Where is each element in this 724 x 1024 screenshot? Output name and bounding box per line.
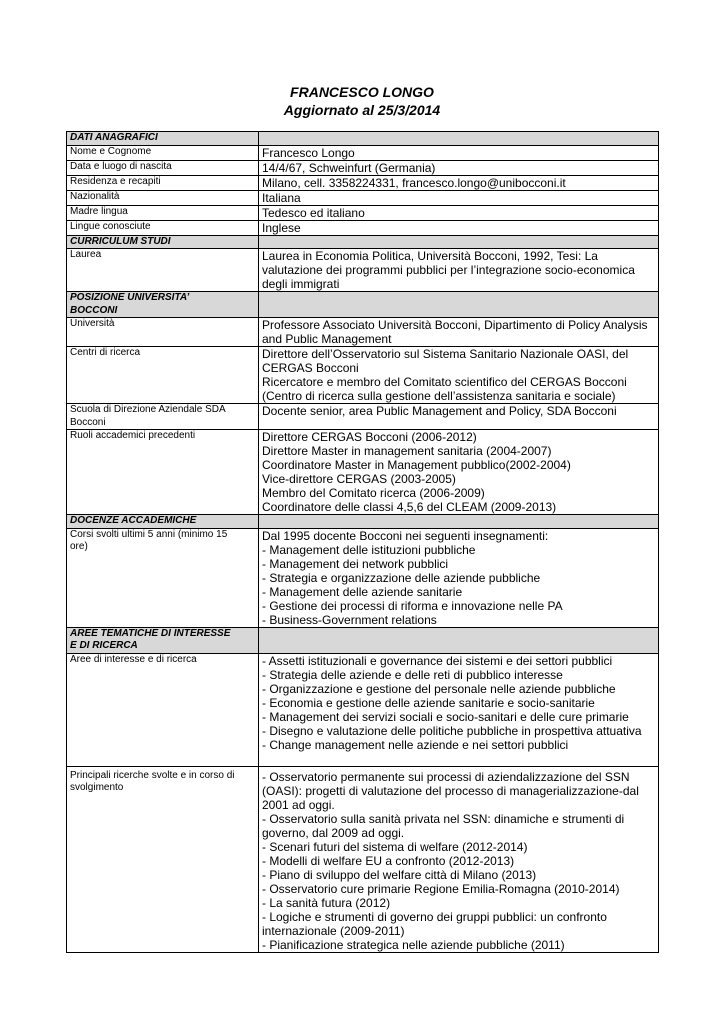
section-title <box>67 627 259 653</box>
table-row <box>67 653 659 766</box>
section-docenze-accademiche <box>67 515 659 529</box>
text-line: - Business-Government relations <box>262 612 437 627</box>
row-value <box>259 653 659 766</box>
row-label: Nome e Cognome <box>67 145 259 160</box>
row-value <box>259 766 659 952</box>
table-row <box>67 190 659 205</box>
text-line: - Pianificazione strategica nelle aziende pubbliche (2011) <box>262 937 565 952</box>
row-value <box>259 347 659 404</box>
text-line: - Management delle istituzioni pubbliche <box>262 542 476 557</box>
text-line: Ricercatore e membro del Comitato scientifico del CERGAS Bocconi <box>262 375 627 389</box>
text-line: - Economia e gestione delle aziende sanitarie e socio-sanitarie <box>262 695 595 710</box>
text-line: - Modelli di welfare EU a confronto (2012-2013) <box>262 853 515 868</box>
text-line: Dal 1995 docente Bocconi nei seguenti insegnamenti: <box>262 528 549 543</box>
section-curriculum-studi <box>67 235 659 249</box>
row-value: Italiana <box>259 190 659 205</box>
text-line: BOCCONI <box>70 304 118 316</box>
text-line: Vice-direttore CERGAS (2003-2005) <box>262 472 456 486</box>
row-value <box>259 404 659 430</box>
text-line: - Strategia e organizzazione delle aziende pubbliche <box>262 570 541 585</box>
text-line: Direttore Master in management sanitaria (2004-2007) <box>262 444 552 458</box>
table-row <box>67 175 659 190</box>
table-row <box>67 205 659 220</box>
text-line: Membro del Comitato ricerca (2006-2009) <box>262 486 485 500</box>
text-line: - Management delle aziende sanitarie <box>262 584 463 599</box>
table-row <box>67 347 659 404</box>
text-line: - Logiche e strumenti di governo dei gruppi pubblici: un confronto <box>262 909 607 924</box>
row-label <box>67 404 259 430</box>
text-line: and Public Management <box>262 332 392 346</box>
row-value <box>259 528 659 627</box>
text-line: - Management dei network pubblici <box>262 556 449 571</box>
text-line: valutazione dei programmi pubblici per l’integrazione socio-economica <box>262 263 635 277</box>
row-label: Centri di ricerca <box>67 347 259 404</box>
row-label: Madre lingua <box>67 205 259 220</box>
row-label: Aree di interesse e di ricerca <box>67 653 259 766</box>
row-label: Residenza e recapiti <box>67 175 259 190</box>
text-line: - Scenari futuri del sistema di welfare (2012-2014) <box>262 839 528 854</box>
row-value: Tedesco ed italiano <box>259 205 659 220</box>
text-line: Direttore CERGAS Bocconi (2006-2012) <box>262 430 477 444</box>
text-line: E DI RICERCA <box>70 640 138 651</box>
text-line: internazionale (2009-2011) <box>262 923 405 938</box>
text-line: Professore Associato Università Bocconi, Dipartimento di Policy Analysis <box>262 318 648 332</box>
row-label: Lingue conosciute <box>67 220 259 235</box>
section-aree-tematiche <box>67 627 659 653</box>
text-line: - Piano di sviluppo del welfare città di Milano (2013) <box>262 867 537 882</box>
text-line: - Change management nelle aziende e nei settori pubblici <box>262 737 569 752</box>
text-line: - Osservatorio sulla sanità privata nel SSN: dinamiche e strumenti di <box>262 811 625 826</box>
table-row <box>67 404 659 430</box>
page-subtitle: Aggiornato al 25/3/2014 <box>283 102 441 118</box>
text-line: AREE TEMATICHE DI INTERESSE <box>70 627 231 639</box>
text-line: Docente senior, area Public Management and Policy, SDA Bocconi <box>262 404 617 418</box>
row-label: Data e luogo di nascita <box>67 160 259 175</box>
row-label: Nazionalità <box>67 190 259 205</box>
text-line: Corsi svolti ultimi 5 anni (minimo 15 <box>70 528 228 540</box>
text-line: - Osservatorio cure primarie Regione Emilia-Romagna (2010-2014) <box>262 881 620 896</box>
table-row <box>67 249 659 292</box>
text-line: - Disegno e valutazione delle politiche pubbliche in prospettiva attuativa <box>262 723 642 738</box>
text-line: (Centro di ricerca sulla gestione dell’assistenza sanitaria e sociale) <box>262 389 616 403</box>
text-line: Principali ricerche svolte e in corso di <box>70 769 235 781</box>
text-line: - Assetti istituzionali e governance dei sistemi e dei settori pubblici <box>262 653 613 668</box>
table-row <box>67 430 659 515</box>
text-line: - Organizzazione e gestione del personale nelle aziende pubbliche <box>262 681 616 696</box>
row-value <box>259 430 659 515</box>
text-line: svolgimento <box>70 782 124 793</box>
table-row <box>67 528 659 627</box>
text-line: Coordinatore Master in Management pubblico(2002-2004) <box>262 458 571 472</box>
text-line: POSIZIONE UNIVERSITA’ <box>70 292 190 303</box>
text-line: governo, dal 2009 ad oggi. <box>262 825 405 840</box>
page-title: FRANCESCO LONGO <box>290 84 434 100</box>
text-line: - La sanità futura (2012) <box>262 895 391 910</box>
text-line: degli immigrati <box>262 277 340 291</box>
text-line: Direttore dell’Osservatorio sul Sistema Sanitario Nazionale OASI, del <box>262 347 629 361</box>
text-line: 2001 ad oggi. <box>262 797 335 812</box>
text-line: Scuola di Direzione Aziendale SDA <box>70 404 226 415</box>
text-line: - Gestione dei processi di riforma e innovazione nelle PA <box>262 598 563 613</box>
row-label <box>67 528 259 627</box>
text-line: (OASI): progetti di valutazione del processo di managerializzazione-dal <box>262 783 639 798</box>
row-label: Università <box>67 318 259 347</box>
text-line: ore) <box>70 541 88 552</box>
cv-table <box>66 131 659 953</box>
table-row <box>67 160 659 175</box>
row-value: 14/4/67, Schweinfurt (Germania) <box>259 160 659 175</box>
table-row <box>67 318 659 347</box>
row-value: Francesco Longo <box>259 145 659 160</box>
section-title: DATI ANAGRAFICI <box>67 132 259 146</box>
row-label: Laurea <box>67 249 259 292</box>
row-label <box>67 766 259 952</box>
table-row <box>67 220 659 235</box>
text-line: Bocconi <box>70 416 106 428</box>
section-dati-anagrafici <box>67 132 659 146</box>
text-line: - Strategia delle aziende e delle reti di pubblico interesse <box>262 667 563 682</box>
row-value: Milano, cell. 3358224331, francesco.longo@unibocconi.it <box>259 175 659 190</box>
text-line: CERGAS Bocconi <box>262 361 359 375</box>
section-title <box>67 292 259 318</box>
row-label: Ruoli accademici precedenti <box>67 430 259 515</box>
row-value <box>259 249 659 292</box>
row-value <box>259 318 659 347</box>
text-line: - Management dei servizi sociali e socio-sanitari e delle cure primarie <box>262 709 629 724</box>
section-posizione-universita <box>67 292 659 318</box>
text-line: Coordinatore delle classi 4,5,6 del CLEAM (2009-2013) <box>262 500 557 514</box>
table-row <box>67 145 659 160</box>
text-line: - Osservatorio permanente sui processi di aziendalizzazione del SSN <box>262 769 630 784</box>
table-row <box>67 766 659 952</box>
section-title: CURRICULUM STUDI <box>67 235 259 249</box>
row-value: Inglese <box>259 220 659 235</box>
section-title: DOCENZE ACCADEMICHE <box>67 515 259 529</box>
text-line: Laurea in Economia Politica, Università Bocconi, 1992, Tesi: La <box>262 249 598 263</box>
